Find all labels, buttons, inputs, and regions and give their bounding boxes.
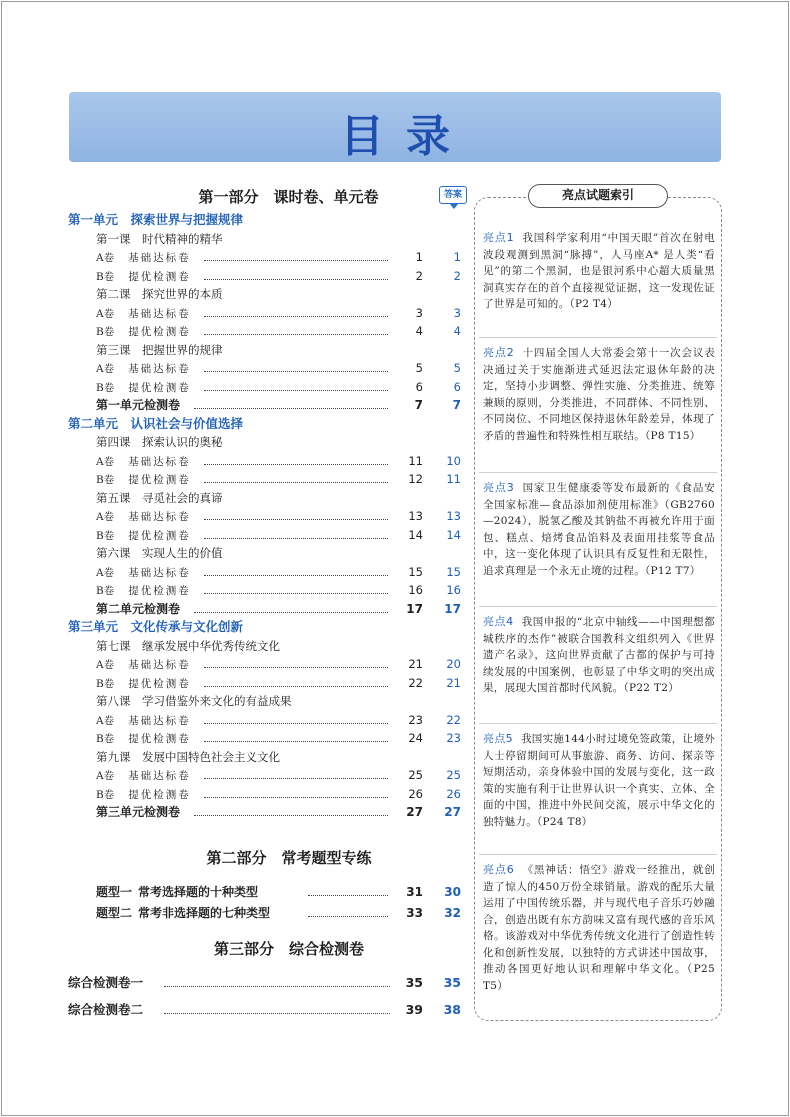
- highlight-text: 我国申报的“北京中轴线——中国理想都城秩序的杰作”被联合国教科文组织列入《世界遗产名录》，这向世界贡献了古都的保护与可持续发展的中国案例，也彰显了中华文明的突出成果，展现大国首都时代风貌。（P22 T2）: [483, 616, 715, 694]
- page-number: 24: [408, 731, 423, 745]
- dot-leader: [204, 741, 388, 742]
- lesson-title[interactable]: 第八课 学习借鉴外来文化的有益成果: [96, 694, 292, 708]
- dot-leader: [204, 593, 388, 594]
- paper-entry[interactable]: [96, 248, 463, 266]
- dot-leader: [308, 895, 388, 896]
- page-number: 16: [408, 583, 423, 597]
- answer-page-number: 22: [446, 712, 461, 727]
- paper-entry[interactable]: [96, 674, 463, 692]
- page-number: 17: [406, 601, 423, 616]
- highlight-item[interactable]: [483, 731, 715, 830]
- lesson-title[interactable]: 第六课 实现人生的价值: [96, 546, 223, 560]
- page-number: 11: [408, 453, 423, 468]
- answer-page-number: 2: [453, 268, 461, 283]
- dot-leader: [164, 1013, 390, 1014]
- unit-test-label: 第三单元检测卷: [96, 805, 181, 819]
- unit-heading[interactable]: 第二单元 认识社会与价值选择: [68, 415, 244, 431]
- paper-entry[interactable]: [96, 526, 463, 544]
- paper-name: 提优检测卷: [128, 733, 191, 745]
- dot-leader: [194, 408, 388, 409]
- dot-leader: [204, 723, 388, 724]
- paper-name: 提优检测卷: [128, 677, 191, 690]
- lesson-title[interactable]: 第二课 探究世界的本质: [96, 287, 223, 301]
- comprehensive-test-entry[interactable]: [68, 1001, 463, 1019]
- paper-name: 提优检测卷: [128, 474, 191, 486]
- paper-entry[interactable]: [96, 655, 463, 673]
- page-number: 4: [415, 324, 423, 338]
- dot-leader: [204, 279, 388, 280]
- part2-title: 第二部分 常考题型专练: [206, 849, 372, 867]
- answer-page-number: 20: [446, 657, 461, 671]
- lesson-title[interactable]: 第九课 发展中国特色社会主义文化: [96, 749, 280, 764]
- answer-page-number: 15: [446, 564, 461, 579]
- highlight-text: 十四届全国人大常委会第十一次会议表决通过关于实施渐进式延迟法定退休年龄的决定，坚持小步调整、弹性实施、分类推进、统筹兼顾的原则，分类推进，不同群体、不同性别、不同岗位、不同地区保持退休年龄差异，体现了矛盾的普遍性和特殊性相互联结。（P8 T15）: [483, 347, 715, 442]
- paper-entry[interactable]: [96, 359, 463, 377]
- unit-test-label: 第一单元检测卷: [96, 398, 181, 412]
- dot-leader: [204, 482, 388, 483]
- paper-kind: A卷: [96, 511, 115, 523]
- page-number: 27: [406, 805, 423, 819]
- highlight-number: 亮点3: [483, 481, 515, 494]
- unit-test-entry[interactable]: [96, 396, 463, 414]
- highlight-divider: [479, 723, 717, 724]
- page-number: 33: [406, 906, 423, 920]
- paper-name: 提优检测卷: [128, 270, 191, 283]
- paper-entry[interactable]: [96, 729, 463, 747]
- page-number: 1: [415, 250, 423, 264]
- paper-entry[interactable]: [96, 785, 463, 803]
- highlight-divider: [479, 337, 717, 338]
- dot-leader: [194, 612, 388, 613]
- page-number: 5: [415, 361, 423, 375]
- answer-page-number: 1: [453, 250, 461, 264]
- paper-kind: B卷: [96, 788, 115, 801]
- dot-leader: [204, 390, 388, 391]
- paper-name: 提优检测卷: [128, 529, 191, 542]
- page-number: 12: [408, 472, 423, 486]
- question-type-text: 常考选择题的十种类型: [138, 885, 259, 899]
- page-number: 15: [408, 564, 423, 579]
- unit-test-entry[interactable]: [96, 600, 463, 618]
- dot-leader: [204, 575, 388, 576]
- paper-kind: B卷: [96, 585, 115, 597]
- paper-entry[interactable]: [96, 322, 463, 340]
- paper-kind: B卷: [96, 381, 115, 394]
- lesson-title[interactable]: 第七课 继承发展中华优秀传统文化: [96, 638, 280, 653]
- paper-name: 提优检测卷: [128, 788, 191, 801]
- answer-page-number: 21: [446, 675, 461, 690]
- paper-entry[interactable]: [96, 267, 463, 285]
- paper-name: 基础达标卷: [128, 770, 191, 782]
- paper-name: 基础达标卷: [128, 252, 191, 264]
- page-number: 3: [415, 305, 423, 320]
- highlight-divider: [479, 854, 717, 855]
- paper-kind: A卷: [96, 363, 115, 375]
- page-number: 23: [408, 712, 423, 727]
- question-type-label: 题型二: [96, 906, 133, 920]
- comprehensive-test-entry[interactable]: [68, 974, 463, 992]
- dot-leader: [164, 986, 390, 987]
- answer-page-number: 16: [446, 583, 461, 597]
- page-number: 6: [415, 379, 423, 394]
- answer-page-number: 5: [453, 361, 461, 375]
- dot-leader: [204, 797, 388, 798]
- highlights-title: 亮点试题索引: [528, 184, 668, 208]
- answer-page-number: 25: [446, 768, 461, 782]
- highlight-text: 《黑神话：悟空》游戏一经推出，就创造了惊人的450万份全球销量。游戏的配乐大量运用了中国传统乐器，并与现代电子音乐巧妙融合，创造出既有东方韵味又富有现代感的音乐风格。该游戏对中华优秀传统文化进行了创造性转化和创新性发展，以独特的方式讲述中国故事，推动各国更好地认识和理解中华文化。（P25 T5）: [483, 864, 715, 992]
- lesson-title[interactable]: 第三课 把握世界的规律: [96, 342, 223, 357]
- page-number: 39: [405, 1002, 423, 1017]
- paper-kind: B卷: [96, 733, 115, 745]
- paper-name: 基础达标卷: [128, 307, 191, 320]
- answer-page-number: 35: [443, 975, 461, 990]
- paper-kind: A卷: [96, 566, 115, 579]
- paper-entry[interactable]: [96, 766, 463, 784]
- paper-kind: B卷: [96, 326, 115, 338]
- paper-kind: B卷: [96, 677, 115, 690]
- dot-leader: [204, 316, 388, 317]
- answer-column-tag: 答案: [439, 186, 467, 204]
- highlight-item[interactable]: [483, 862, 715, 994]
- highlight-text: 我国实施144小时过境免签政策，让境外人士停留期间可从事旅游、商务、访问、探亲等短期活动，亲身体验中国的发展与变化，这一政策的实施有利于让世界认识一个真实、立体、全面的中国，推进中外民间交流，展示中华文化的独特魅力。（P24 T8）: [483, 733, 715, 828]
- paper-name: 提优检测卷: [128, 381, 191, 394]
- answer-page-number: 26: [446, 786, 461, 801]
- paper-name: 基础达标卷: [128, 659, 191, 671]
- comprehensive-test-label: 综合检测卷二: [68, 1002, 144, 1017]
- page-number: 31: [406, 885, 423, 899]
- answer-page-number: 14: [446, 527, 461, 542]
- answer-page-number: 38: [443, 1002, 461, 1017]
- answer-page-number: 6: [453, 379, 461, 394]
- answer-page-number: 11: [446, 472, 461, 486]
- dot-leader: [204, 334, 388, 335]
- dot-leader: [204, 371, 388, 372]
- answer-page-number: 17: [444, 601, 461, 616]
- page-number: 13: [408, 509, 423, 523]
- lesson-title[interactable]: 第一课 时代精神的精华: [96, 231, 223, 246]
- part1-heading: [68, 186, 463, 208]
- dot-leader: [308, 916, 388, 917]
- paper-entry[interactable]: [96, 470, 463, 488]
- dot-leader: [194, 815, 388, 816]
- paper-kind: A卷: [96, 455, 115, 468]
- page-number: 22: [408, 675, 423, 690]
- paper-name: 基础达标卷: [128, 511, 191, 523]
- paper-kind: B卷: [96, 474, 115, 486]
- question-type-label: 题型一: [96, 885, 133, 899]
- page-number: 2: [415, 268, 423, 283]
- dot-leader: [204, 464, 388, 465]
- highlight-number: 亮点6: [483, 863, 515, 876]
- unit-heading[interactable]: 第一单元 探索世界与把握规律: [68, 212, 244, 227]
- lesson-title[interactable]: 第五课 寻觅社会的真谛: [96, 490, 223, 505]
- page-number: 21: [408, 657, 423, 671]
- highlight-number: 亮点4: [483, 615, 514, 628]
- answer-page-number: 7: [452, 398, 461, 412]
- page-title: 目录: [340, 111, 472, 162]
- dot-leader: [204, 538, 388, 539]
- paper-kind: A卷: [96, 659, 115, 671]
- paper-entry[interactable]: [96, 711, 463, 729]
- highlight-item[interactable]: [483, 480, 715, 579]
- answer-page-number: 4: [453, 324, 461, 338]
- paper-entry[interactable]: [96, 378, 463, 396]
- answer-page-number: 3: [453, 305, 461, 320]
- unit-heading[interactable]: 第三单元 文化传承与文化创新: [68, 619, 244, 634]
- question-type-entry[interactable]: [68, 904, 463, 922]
- highlight-divider: [479, 472, 717, 473]
- page-number: 7: [414, 398, 423, 412]
- unit-test-label: 第二单元检测卷: [96, 601, 181, 616]
- answer-page-number: 10: [446, 453, 461, 468]
- paper-name: 基础达标卷: [128, 363, 191, 375]
- dot-leader: [204, 778, 388, 779]
- dot-leader: [204, 519, 388, 520]
- dot-leader: [204, 686, 388, 687]
- paper-name: 基础达标卷: [128, 566, 191, 579]
- paper-kind: A卷: [96, 714, 115, 727]
- paper-entry[interactable]: [96, 304, 463, 322]
- title-banner: [69, 92, 721, 162]
- paper-entry[interactable]: [96, 507, 463, 525]
- highlight-divider: [479, 606, 717, 607]
- lesson-title[interactable]: 第四课 探索认识的奥秘: [96, 435, 223, 449]
- answer-page-number: 13: [446, 509, 461, 523]
- paper-entry[interactable]: [96, 581, 463, 599]
- unit-test-entry[interactable]: [96, 803, 463, 821]
- highlight-number: 亮点5: [483, 732, 513, 745]
- paper-kind: A卷: [96, 307, 115, 320]
- highlight-number: 亮点1: [483, 231, 514, 244]
- dot-leader: [204, 667, 388, 668]
- page-number: 14: [408, 527, 423, 542]
- paper-kind: B卷: [96, 270, 115, 283]
- page-number: 26: [408, 786, 423, 801]
- paper-name: 基础达标卷: [128, 714, 191, 727]
- paper-name: 提优检测卷: [128, 585, 191, 597]
- paper-kind: A卷: [96, 770, 115, 782]
- answer-page-number: 32: [444, 906, 461, 920]
- highlight-item[interactable]: [483, 230, 715, 313]
- paper-name: 基础达标卷: [128, 455, 191, 468]
- answer-page-number: 23: [446, 731, 461, 745]
- part1-title: 第一部分 课时卷、单元卷: [198, 188, 379, 206]
- answer-page-number: 27: [444, 805, 461, 819]
- paper-entry[interactable]: [96, 563, 463, 581]
- paper-name: 提优检测卷: [128, 326, 191, 338]
- paper-kind: B卷: [96, 529, 115, 542]
- highlight-number: 亮点2: [483, 346, 515, 359]
- answer-page-number: 30: [444, 885, 461, 899]
- highlight-item[interactable]: [483, 345, 715, 444]
- dot-leader: [204, 260, 388, 261]
- question-type-text: 常考非选择题的七种类型: [138, 906, 271, 920]
- highlight-text: 国家卫生健康委等发布最新的《食品安全国家标准—食品添加剂使用标准》（GB2760—2024），脱氢乙酸及其钠盐不再被允许用于面包、糕点、焙烤食品馅料及表面用挂浆等食品中，这一变化体现了认识具有反复性和无限性，追求真理是一个永无止境的过程。（P12 T7）: [483, 482, 715, 577]
- highlight-text: 我国科学家利用“中国天眼”首次在射电波段观测到黑洞“脉搏”，人马座A* 是人类“看见”的第二个黑洞，也是银河系中心超大质量黑洞真实存在的首个直接视觉证据，这一发现佐证了世界是可知的。（P2 T4）: [483, 232, 715, 310]
- page-number: 35: [405, 975, 423, 990]
- paper-kind: A卷: [96, 252, 115, 264]
- question-type-entry[interactable]: [68, 883, 463, 901]
- page-number: 25: [408, 768, 423, 782]
- part3-title: 第三部分 综合检测卷: [213, 940, 364, 958]
- paper-entry[interactable]: [96, 452, 463, 470]
- highlight-item[interactable]: [483, 614, 715, 697]
- comprehensive-test-label: 综合检测卷一: [68, 975, 144, 990]
